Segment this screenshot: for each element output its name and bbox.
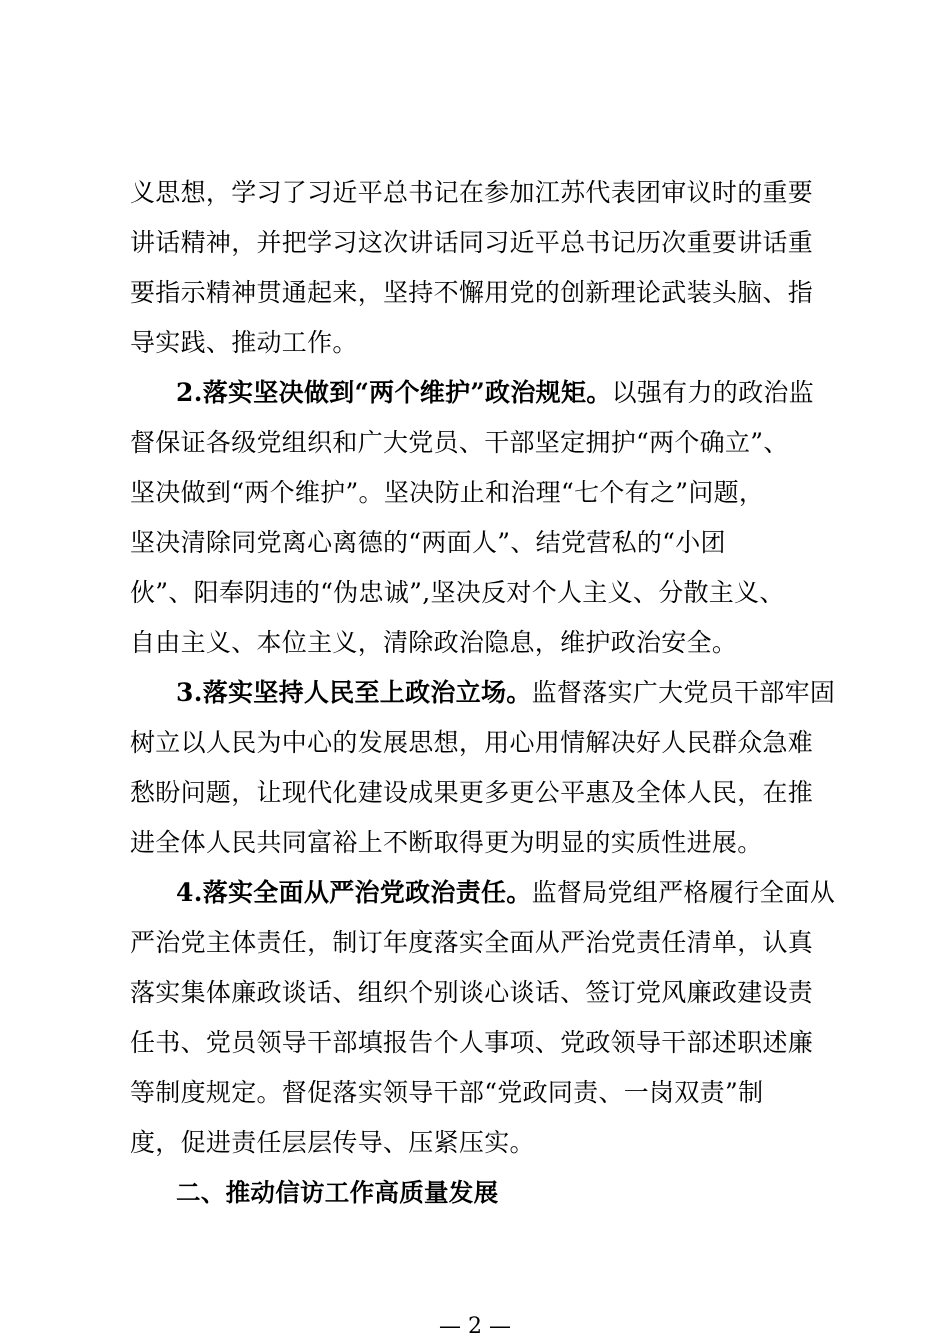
item-2-first-line xyxy=(176,373,876,413)
item-4-text: 监督局党组严格履行全面从 xyxy=(531,878,836,907)
item-2-text: 以强有力的政治监 xyxy=(611,378,814,407)
item-3-heading: 3.落实坚持人民至上政治立场。 xyxy=(176,678,532,707)
section-heading: 二、推动信访工作高质量发展 xyxy=(176,1178,499,1207)
paragraph-line: 督保证各级党组织和广大党员、干部坚定拥护“两个确立”、 xyxy=(130,428,789,457)
paragraph-line: 要指示精神贯通起来，坚持不懈用党的创新理论武装头脑、指 xyxy=(130,278,814,307)
paragraph-line: 进全体人民共同富裕上不断取得更为明显的实质性进展。 xyxy=(130,828,763,857)
paragraph-line: 讲话精神，并把学习这次讲话同习近平总书记历次重要讲话重 xyxy=(130,228,814,257)
paragraph-line: 伙”、阳奉阴违的“伪忠诚”,坚决反对个人主义、分散主义、 xyxy=(130,578,785,607)
paragraph-line: 愁盼问题，让现代化建设成果更多更公平惠及全体人民，在推 xyxy=(130,778,814,807)
paragraph-line: 坚决做到“两个维护”。坚决防止和治理“七个有之”问题， xyxy=(130,478,765,507)
paragraph-line: 严治党主体责任，制订年度落实全面从严治党责任清单，认真 xyxy=(130,928,814,957)
item-2-heading: 2.落实坚决做到“两个维护”政治规矩。 xyxy=(176,378,612,407)
paragraph-line: 度，促进责任层层传导、压紧压实。 xyxy=(130,1128,535,1157)
paragraph-line: 落实集体廉政谈话、组织个别谈心谈话、签订党风廉政建设责 xyxy=(130,978,814,1007)
item-3-first-line xyxy=(176,673,876,713)
item-3-text: 监督落实广大党员干部牢固 xyxy=(531,678,836,707)
paragraph-line: 自由主义、本位主义，清除政治隐息，维护政治安全。 xyxy=(130,628,738,657)
item-4-heading: 4.落实全面从严治党政治责任。 xyxy=(176,878,532,907)
paragraph-line: 义思想，学习了习近平总书记在参加江苏代表团审议时的重要 xyxy=(130,178,814,207)
paragraph-line: 导实践、推动工作。 xyxy=(130,328,358,357)
paragraph-line: 树立以人民为中心的发展思想，用心用情解决好人民群众急难 xyxy=(130,728,814,757)
paragraph-line: 等制度规定。督促落实领导干部“党政同责、一岗双责”制 xyxy=(130,1078,764,1107)
paragraph-line: 任书、党员领导干部填报告个人事项、党政领导干部述职述廉 xyxy=(130,1028,814,1057)
item-4-first-line xyxy=(176,873,876,913)
page-number: — 2 — xyxy=(439,1314,511,1339)
paragraph-line: 坚决清除同党离心离德的“两面人”、结党营私的“小团 xyxy=(130,528,726,557)
